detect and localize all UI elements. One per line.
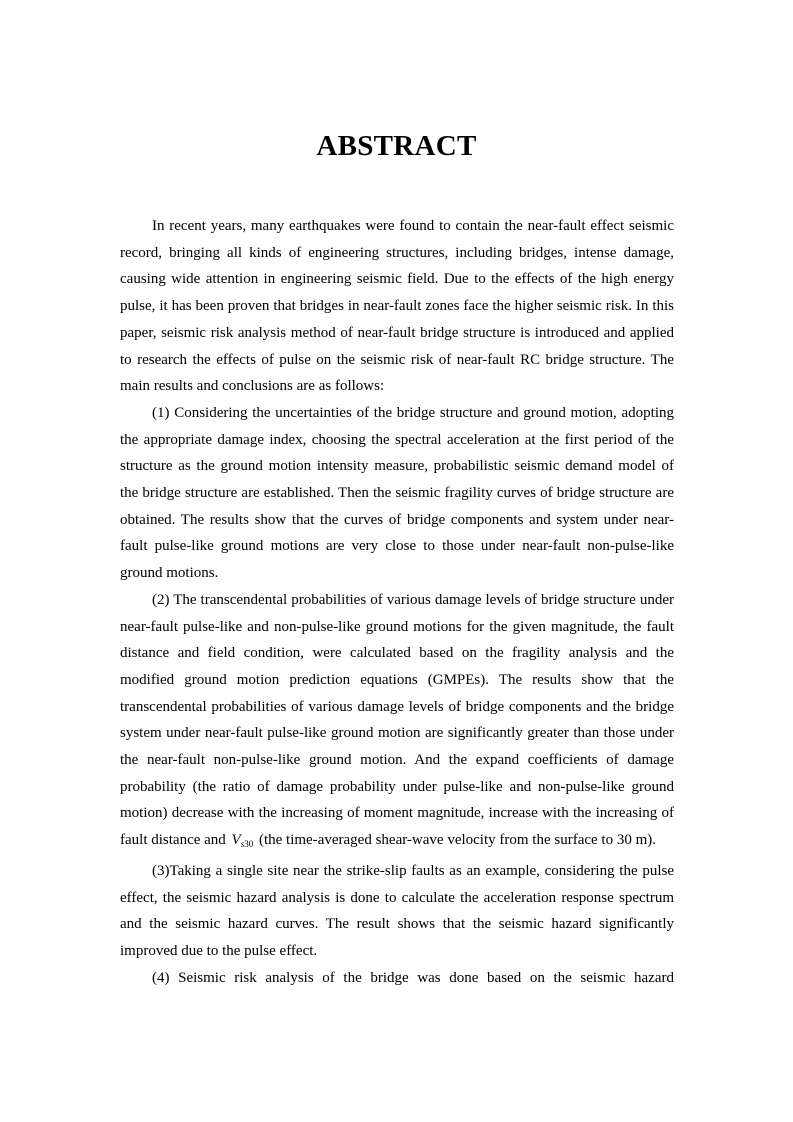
paragraph-2-text-before: (2) The transcendental probabilities of various damage levels of bridge structure under near-fault pulse-like and non-pulse-like ground motions for the given magnitude, the fault distance and field condition, were calculated based on the fragility analysis and the modified ground motion prediction equations (GMPEs). The results show that the transcendental probabilities of various damage levels of bridge components and the bridge system under near-fault pulse-like ground motion are significantly greater than those under the near-fault non-pulse-like ground motion. And the expand coefficients of damage probability (the ratio of damage probability under pulse-like and non-pulse-like ground motion) decrease with the increasing of moment magnitude, increase with the increasing of fault distance and	[120, 591, 674, 849]
abstract-paragraph-4: (4) Seismic risk analysis of the bridge was done based on the seismic hazard	[152, 969, 674, 986]
abstract-paragraph-1: (1) Considering the uncertainties of the bridge structure and ground motion, adopting the appropriate damage index, choosing the spectral acceleration at the first period of the structure as the ground motion intensity measure, probabilistic seismic demand model of the bridge structure are established. Then the seismic fragility curves of bridge structure are obtained. The results show that the curves of bridge components and system under near-fault pulse-like ground motions are very close to those under near-fault non-pulse-like ground motions.	[120, 404, 674, 582]
vs30-symbol-sub-s: s	[240, 839, 245, 850]
vs30-symbol-main: V	[231, 832, 241, 849]
abstract-paragraph-intro: In recent years, many earthquakes were found to contain the near-fault effect seismic record, bringing all kinds of engineering structures, including bridges, intense damage, causing wide attention in engineering seismic field. Due to the effects of the high energy pulse, it has been proven that bridges in near-fault zones face the higher seismic risk. In this paper, seismic risk analysis method of near-fault bridge structure is introduced and applied to research the effects of pulse on the seismic risk of near-fault RC bridge structure. The main results and conclusions are as follows:	[120, 218, 674, 395]
abstract-paragraph-3: (3)Taking a single site near the strike-slip faults as an example, considering the pulse effect, the seismic hazard analysis is done to calculate the acceleration response spectrum and the seismic hazard curves. The result shows that the seismic hazard significantly improved due to the pulse effect.	[120, 862, 674, 959]
abstract-body	[120, 213, 674, 991]
paragraph-2-text-after: (the time-averaged shear-wave velocity from the surface to 30 m).	[258, 832, 657, 849]
vs30-symbol-sub-num: 30	[244, 839, 254, 850]
page-title: ABSTRACT	[316, 130, 477, 162]
vs30-symbol	[232, 832, 254, 848]
abstract-paragraph-2	[120, 587, 674, 858]
